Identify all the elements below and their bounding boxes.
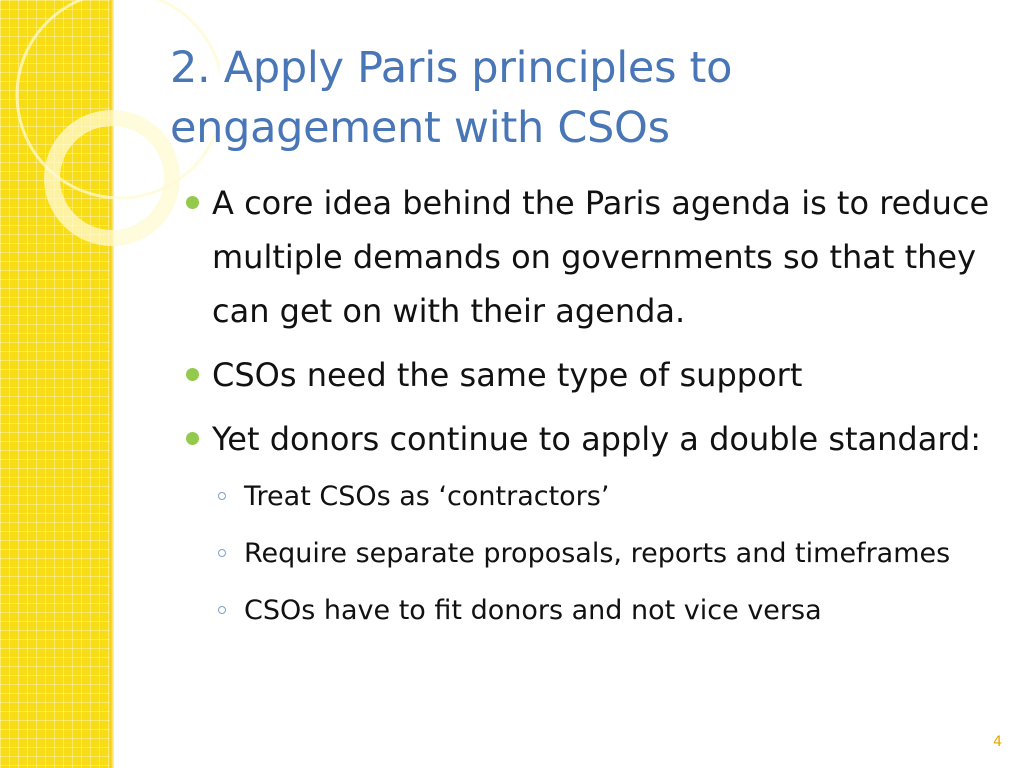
bullet-dot-icon bbox=[186, 368, 199, 381]
sub-bullet-text: Treat CSOs as ‘contractors’ bbox=[244, 481, 610, 512]
bullet-dot-icon bbox=[186, 196, 199, 209]
page-number: 4 bbox=[993, 734, 1002, 750]
sub-bullet-item-contractors bbox=[212, 474, 1000, 519]
slide-body bbox=[180, 176, 1000, 645]
bullet-item-double-standard bbox=[180, 412, 1000, 633]
sub-bullet-list bbox=[212, 474, 1000, 633]
bullet-item-csos-support bbox=[180, 348, 1000, 402]
sub-bullet-text: CSOs have to fit donors and not vice versa bbox=[244, 595, 822, 626]
bullet-text: CSOs need the same type of support bbox=[212, 356, 803, 394]
bullet-list bbox=[180, 176, 1000, 633]
sub-bullet-text: Require separate proposals, reports and timeframes bbox=[244, 538, 951, 569]
sub-bullet-ring-icon bbox=[218, 549, 226, 557]
bullet-dot-icon bbox=[186, 432, 199, 445]
bullet-item-core-idea bbox=[180, 176, 1000, 338]
sub-bullet-item-fit-donors bbox=[212, 588, 1000, 633]
sub-bullet-ring-icon bbox=[218, 492, 226, 500]
slide-title: 2. Apply Paris principles to engagement with CSOs bbox=[170, 43, 733, 153]
bullet-text: Yet donors continue to apply a double standard: bbox=[212, 420, 982, 458]
sub-bullet-ring-icon bbox=[218, 606, 226, 614]
bullet-text: A core idea behind the Paris agenda is to reduce multiple demands on governments so that they can get on with their agenda. bbox=[212, 184, 990, 330]
sub-bullet-item-separate-proposals bbox=[212, 531, 1000, 576]
